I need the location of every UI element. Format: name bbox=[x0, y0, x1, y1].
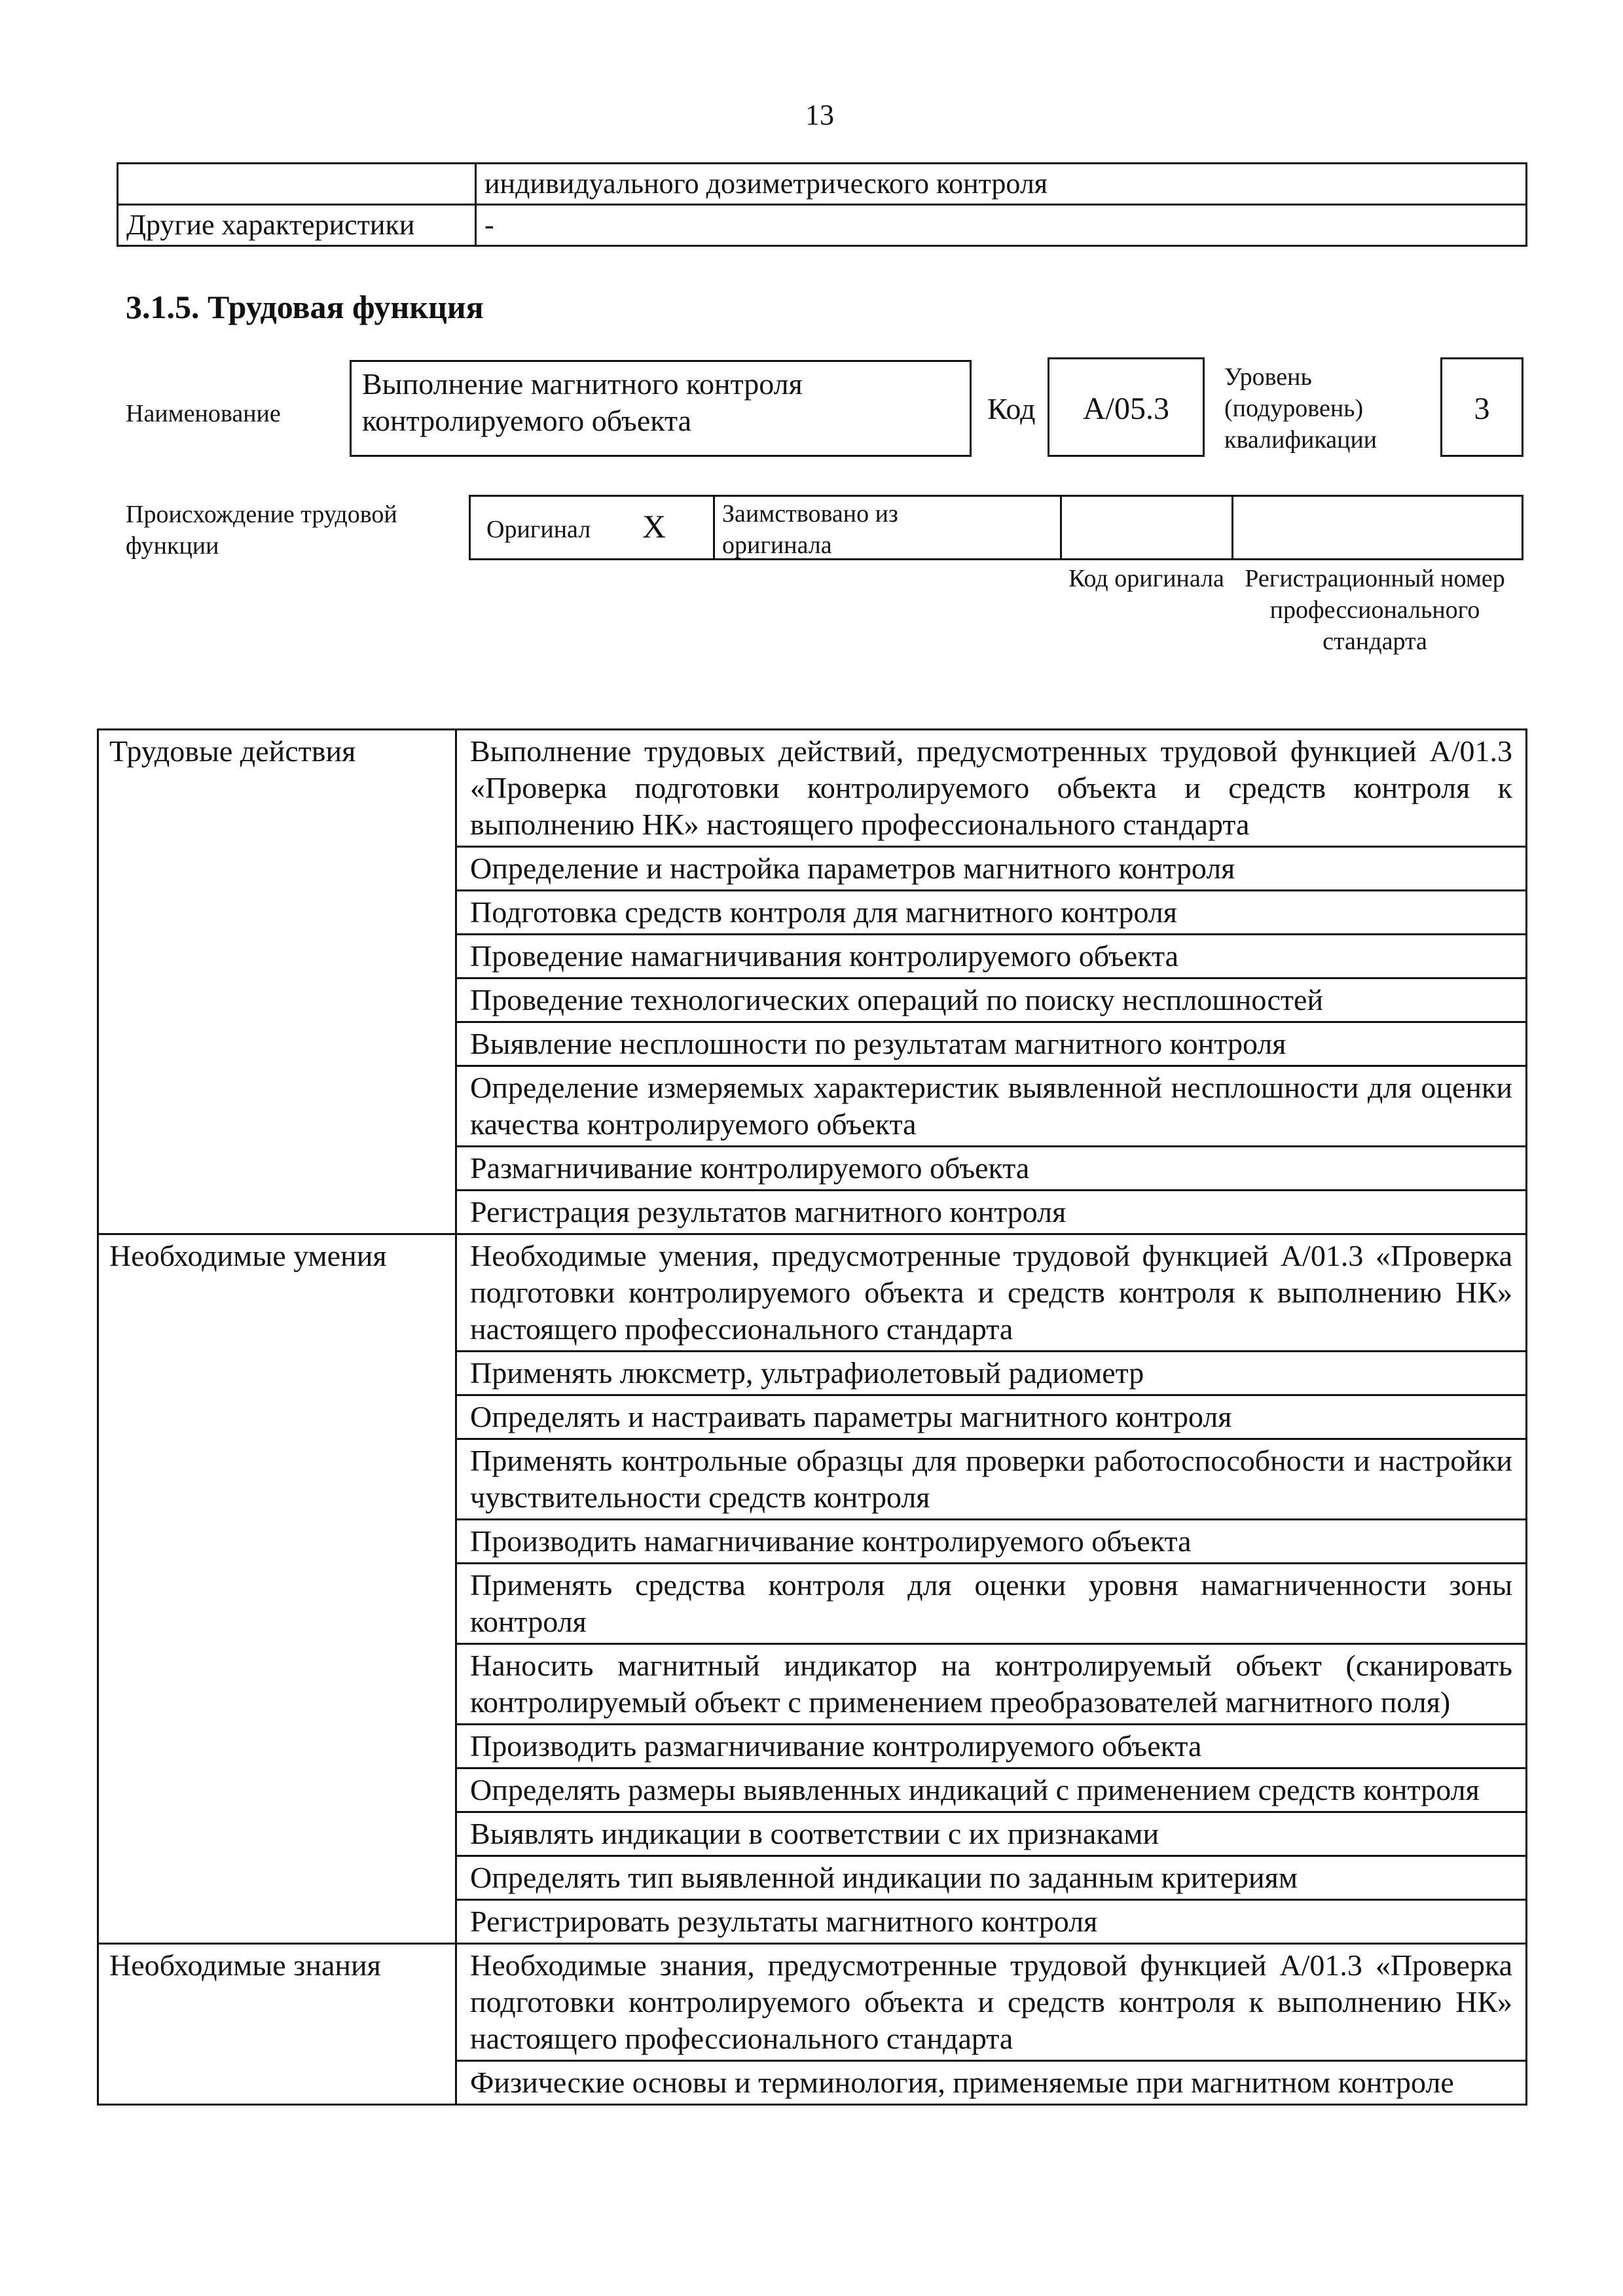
table-cell: Необходимые умения, предусмотренные трудовой функцией А/01.3 «Проверка подготовки контролируемого объекта и средств контроля к выполнению НК» настоящего профессионального стандарта bbox=[456, 1234, 1527, 1352]
table-cell: Применять люксметр, ультрафиолетовый радиометр bbox=[456, 1352, 1527, 1395]
table-cell: Физические основы и терминология, применяемые при магнитном контроле bbox=[456, 2061, 1527, 2105]
continuation-table bbox=[117, 162, 1527, 247]
table-cell-label: Другие характеристики bbox=[118, 205, 476, 246]
section-title: 3.1.5. Трудовая функция bbox=[126, 289, 484, 325]
table-row bbox=[98, 1944, 1527, 2061]
table-cell: - bbox=[476, 205, 1527, 246]
table-cell: Определение и настройка параметров магнитного контроля bbox=[456, 847, 1527, 891]
table-cell: Размагничивание контролируемого объекта bbox=[456, 1147, 1527, 1191]
function-name-box: Выполнение магнитного контроля контролируемого объекта bbox=[350, 360, 972, 457]
table-cell: Определение измеряемых характеристик выявленной несплошности для оценки качества контролируемого объекта bbox=[456, 1066, 1527, 1147]
table-cell: Производить размагничивание контролируемого объекта bbox=[456, 1725, 1527, 1768]
table-cell: Проведение намагничивания контролируемого объекта bbox=[456, 935, 1527, 978]
table-cell: Проведение технологических операций по поиску несплошностей bbox=[456, 978, 1527, 1022]
original-mark: Х bbox=[642, 508, 666, 545]
section-title-cell: Необходимые умения bbox=[98, 1234, 456, 1944]
table-cell: Применять контрольные образцы для проверки работоспособности и настройки чувствительности средств контроля bbox=[456, 1439, 1527, 1520]
table-cell: Определять тип выявленной индикации по заданным критериям bbox=[456, 1856, 1527, 1900]
table-cell: Определять и настраивать параметры магнитного контроля bbox=[456, 1395, 1527, 1439]
name-label: Наименование bbox=[126, 400, 281, 427]
table-row bbox=[98, 1234, 1527, 1352]
divider bbox=[713, 497, 715, 560]
divider bbox=[1231, 497, 1233, 560]
code-label: Код bbox=[987, 392, 1036, 425]
table-cell: Регистрация результатов магнитного контроля bbox=[456, 1191, 1527, 1234]
level-box: 3 bbox=[1440, 357, 1523, 457]
caption-registration-number: Регистрационный номер профессионального стандарта bbox=[1245, 565, 1505, 655]
table-cell: Выявлять индикации в соответствии с их признаками bbox=[456, 1812, 1527, 1856]
table-row bbox=[118, 164, 1527, 205]
page-number: 13 bbox=[805, 99, 834, 131]
labor-function-table bbox=[97, 728, 1527, 2106]
table-cell: Наносить магнитный индикатор на контролируемый объект (сканировать контролируемый объект с применением преобразователей магнитного поля) bbox=[456, 1644, 1527, 1725]
table-cell: Производить намагничивание контролируемого объекта bbox=[456, 1520, 1527, 1564]
code-box: А/05.3 bbox=[1048, 357, 1205, 457]
original-label: Оригинал bbox=[486, 516, 591, 543]
table-cell: Выполнение трудовых действий, предусмотренных трудовой функцией А/01.3 «Проверка подготовки контролируемого объекта и средств контроля к выполнению НК» настоящего профессионального стандарта bbox=[456, 730, 1527, 847]
origin-label: Происхождение трудовой функции bbox=[126, 501, 397, 560]
table-cell-empty bbox=[118, 164, 476, 205]
table-cell: Определять размеры выявленных индикаций с применением средств контроля bbox=[456, 1768, 1527, 1812]
table-row bbox=[118, 205, 1527, 246]
table-cell: Подготовка средств контроля для магнитного контроля bbox=[456, 891, 1527, 935]
section-title-cell: Трудовые действия bbox=[98, 730, 456, 1234]
origin-row bbox=[469, 495, 1523, 560]
caption-code-original: Код оригинала bbox=[1068, 565, 1224, 592]
table-cell: Необходимые знания, предусмотренные трудовой функцией А/01.3 «Проверка подготовки контролируемого объекта и средств контроля к выполнению НК» настоящего профессионального стандарта bbox=[456, 1944, 1527, 2061]
divider bbox=[1060, 497, 1062, 560]
table-row bbox=[98, 730, 1527, 847]
table-cell: Выявление несплошности по результатам магнитного контроля bbox=[456, 1022, 1527, 1066]
borrowed-label: Заимствовано из оригинала bbox=[722, 500, 898, 559]
section-title-cell: Необходимые знания bbox=[98, 1944, 456, 2105]
level-label: Уровень (подуровень) квалификации bbox=[1224, 363, 1377, 454]
table-cell: Применять средства контроля для оценки уровня намагниченности зоны контроля bbox=[456, 1564, 1527, 1644]
table-cell: Регистрировать результаты магнитного контроля bbox=[456, 1900, 1527, 1944]
table-cell: индивидуального дозиметрического контроля bbox=[476, 164, 1527, 205]
